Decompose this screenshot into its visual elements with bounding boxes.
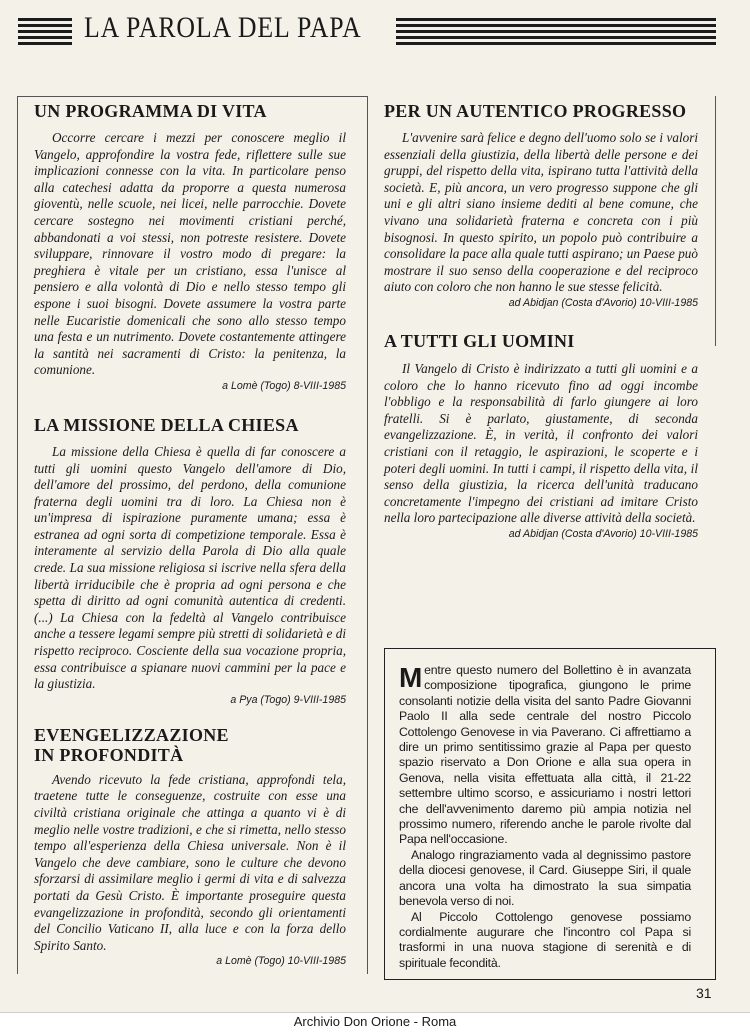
section-body: Occorre cercare i mezzi per conoscere meglio il Vangelo, approfondire la vostra fede, riflettere sulle sue implicazioni connesse con la vita. In particolare penso alla catechesi adatta da proporre a questa numerosa gioventù, nelle scuole, nei licei, nelle parrocchie. Dovete cercare sostegno nei movimenti cristiani perché, abbandonati a voi stessi, non potreste resistere. Dovete sviluppare, rinnovare il vostro modo di pregare: la preghiera è vitale per un cristiano, essa l'unisce al pensiero e alla volontà di Dio e nello stesso tempo gli espone i suoi bisogni. Dovete assumere la vostra parte nelle Eucaristie domenicali che sono allo stesso tempo una festa e un nutrimento. Dovete costantemente attingere la santità nei sacramenti di Cristo: la penitenza, la comunione.: [34, 130, 346, 378]
section-citation: a Lomè (Togo) 8-VIII-1985: [222, 379, 346, 392]
section-body: Il Vangelo di Cristo è indirizzato a tutti gli uomini e a coloro che lo hanno ricevuto fino ad oggi incombe l'obbligo e la responsabilità di farlo giungere ai loro fratelli. Si è parlato, giustamente, di seconda evangelizzazione. È, in verità, il confronto dei valori cristiani con il retaggio, le aspirazioni, le scoperte e i poteri degli uomini. In tutti i campi, il rispetto della vita, il senso della giustizia, la ricerca dell'unità traducano concretamente l'impegno dei cristiani ad imitare Cristo nella loro partecipazione alle diverse attività della società.: [384, 360, 698, 526]
right-frame-line: [715, 96, 716, 346]
section-citation: ad Abidjan (Costa d'Avorio) 10-VIII-1985: [508, 296, 698, 309]
section-body: Avendo ricevuto la fede cristiana, approfondi tela, traetene tutte le conseguenze, costruite con esse una civiltà cristiana originale che attinga a quanto vi è di meglio nelle vostre tradizioni, e che si rimetta, nello stesso tempo all'esperienza della Chiesa universale. Non è il Vangelo che deve cambiare, sono le culture che devono sforzarsi di assimilare meglio i germi di vita e di salvezza portati da Gesù Cristo. È importante proseguire questa evangelizzazione in profondità, secondo gli orientamenti del Concilio Vaticano II, alla luce e con la forza dello Spirito Santo.: [34, 771, 346, 953]
section-body: L'avvenire sarà felice e degno dell'uomo solo se i valori essenziali della giustizia, della libertà delle persone e dei gruppi, del rispetto della vita, ispirano tutta l'attività della società. E, più ancora, un vero progresso suppone che gli uni e gli altri siano insieme dediti al bene comune, che vivano una solidarietà fraterna e concreta con i più bisognosi. In questo spirito, un popolo può contribuire a consolidare la pace alla quale tutti aspirano; un Paese può mostrare il suo senso della cooperazione e del reciproco aiuto con coloro che non hanno le sue stesse felicità.: [384, 130, 698, 295]
section-title: UN PROGRAMMA DI VITA: [34, 101, 267, 121]
section-citation: ad Abidjan (Costa d'Avorio) 10-VIII-1985: [508, 527, 698, 540]
section-progresso: [384, 101, 698, 309]
section-title: [34, 725, 346, 765]
column-divider: [367, 96, 368, 974]
drop-cap: M: [399, 662, 423, 693]
left-frame-line: [17, 96, 18, 974]
section-citation: a Lomè (Togo) 10-VIII-1985: [216, 955, 346, 968]
notice-paragraph: [399, 663, 691, 848]
section-title-line: IN PROFONDITÀ: [34, 744, 184, 765]
page-title: LA PAROLA DEL PAPA: [84, 11, 362, 44]
notice-paragraph: Analogo ringraziamento vada al degnissimo pastore della diocesi genovese, il Card. Giuseppe Siri, il quale ancora una volta ha dimostrato la sua simpatia benevola verso di noi.: [399, 847, 691, 909]
archive-footer: [0, 1012, 750, 1032]
section-body: La missione della Chiesa è quella di far conoscere a tutti gli uomini questo Vangelo dell'amore di Dio, dell'amore del prossimo, del perdono, della comunione fraterna degli uomini tra di loro. La Chiesa non è un'impresa di ispirazione puramente umana; essa è estranea ad ogni sorta di competizione temporale. Essa è interamente al servizio della Parola di Dio alla quale crede. La sua missione religiosa si iscrive nella sfera della libertà irriducibile che è propria ad ogni persona e che spetta di diritto ad ogni comunità autentica di credenti. (...) La Chiesa con la fedeltà al Vangelo contribuisce anche a tessere legami sempre più stretti di solidarietà e di rispetto reciproco. Cosciente della sua vocazione propria, essa contribuisce a spianare nuovi cammini per la pace e la giustizia.: [34, 443, 346, 692]
section-title: PER UN AUTENTICO PROGRESSO: [384, 101, 687, 121]
notice-text: [399, 663, 691, 971]
top-rule-left: [17, 96, 367, 97]
section-evangelizzazione: [34, 725, 346, 968]
section-title-line: EVENGELIZZAZIONE: [34, 724, 229, 745]
section-un-programma: [34, 101, 346, 392]
header-rule-right: [396, 18, 716, 46]
page-header: [0, 0, 750, 60]
right-column: [384, 101, 698, 540]
archive-footer-text: Archivio Don Orione - Roma: [293, 1014, 457, 1029]
notice-box: [384, 648, 716, 980]
left-column: [34, 101, 346, 967]
page-number: 31: [696, 985, 712, 1001]
section-tutti-gli-uomini: [384, 331, 698, 540]
section-title: A TUTTI GLI UOMINI: [384, 330, 575, 351]
section-title: LA MISSIONE DELLA CHIESA: [34, 414, 299, 435]
notice-paragraph-text: entre questo numero del Bollettino è in avanzata composizione tipografica, giungono le prime consolanti notizie della visita del santo Padre Giovanni Paolo II alla sede centrale del nostro Piccolo Cottolengo Genovese in via Paverano. Ci affrettiamo a dire un primo sentitissimo grazie al Papa per questo spazio riservato a Don Orione e alla sua opera in Genova, nella visita effettuata alla città, il 21-22 settembre ultimo scorso, e assicuriamo i nostri lettori che dell'avvenimento daremo più ampia notizia nel prossimo numero, riferendo anche le parole rivolte dal Papa nell'occasione.: [399, 663, 691, 847]
section-citation: a Pya (Togo) 9-VIII-1985: [230, 693, 346, 706]
header-rule-left: [18, 18, 72, 46]
notice-paragraph: Al Piccolo Cottolengo genovese possiamo cordialmente augurare che l'incontro col Papa si trasformi in una nuova stagione di serenità e di spirituale fecondità.: [399, 909, 691, 970]
section-missione: [34, 415, 346, 706]
